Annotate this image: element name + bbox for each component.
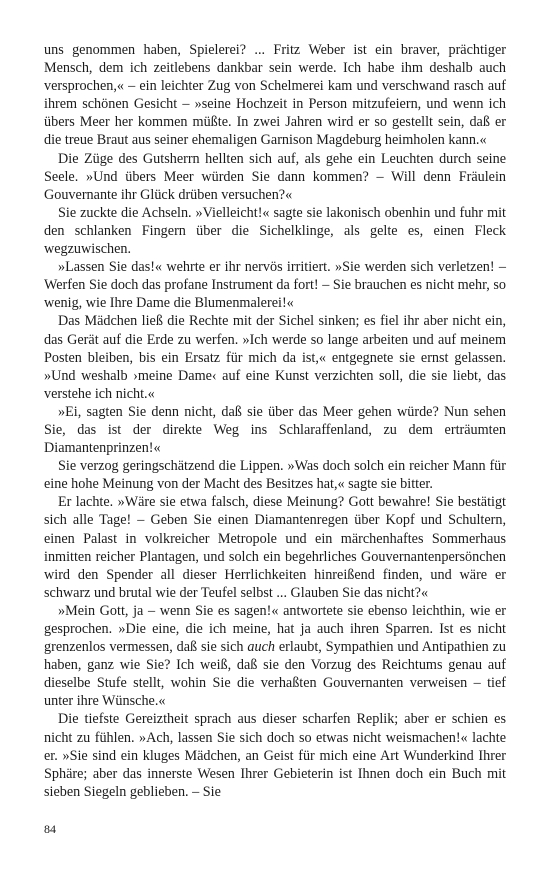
book-page-text (44, 41, 506, 801)
paragraph-10: Die tiefste Gereiztheit sprach aus dieser scharfen Replik; aber er schien es nicht zu fühlen. »Ach, lassen Sie sich doch so etwas nicht weismachen!« lachte er. »Sie sind ein kluges Mädchen, an Geist für mich eine Art Wunderkind Ihrer Sphäre; aber das innerste Wesen Ihrer Gebieterin ist Ihnen doch ein Buch mit sieben Siegeln geblieben. – Sie (44, 711, 506, 800)
paragraph-9-text-before: »Mein Gott, ja – wenn Sie es sagen!« antwortete sie ebenso leichthin, wie er gesprochen. »Die eine, die ich meine, hat ja auch ihren Sparren. Ist es nicht grenzenlos vermessen, daß sie sich (44, 602, 506, 656)
paragraph-7: Sie verzog geringschätzend die Lippen. »Was doch solch ein reicher Mann für eine hohe Meinung von der Macht des Besitzes hat,« sagte sie bitter. (44, 458, 506, 493)
paragraph-3: Sie zuckte die Achseln. »Vielleicht!« sagte sie lakonisch obenhin und fuhr mit den schlanken Fingern über die Sichelklinge, als gelte es, einen Fleck wegzuwischen. (44, 204, 506, 258)
paragraph-2: Die Züge des Gutsherrn hellten sich auf, als gehe ein Leuchten durch seine Seele. »Und übers Meer würden Sie dann kommen? – Will denn Fräulein Gouvernante ihr Glück drüben versuchen?« (44, 150, 506, 203)
paragraph-6: »Ei, sagten Sie denn nicht, daß sie über das Meer gehen würde? Nun sehen Sie, das ist der direkte Weg ins Schlaraffenland, zu dem erträumten Diamantenprinzen!« (44, 403, 506, 457)
paragraph-8: Er lachte. »Wäre sie etwa falsch, diese Meinung? Gott bewahre! Sie bestätigt sich alle Tage! – Geben Sie einen Diamantenregen über Kopf und Schultern, einen Palast in volkreicher Metropole und ein märchenhaftes Sommerhaus inmitten reicher Plantagen, und solch ein begehrliches Gouvernantenpersönchen wird den Spender all dieser Herrlichkeiten hinreißend finden, und wäre er schwarz und brutal wie der Teufel selbst ... Glauben Sie das nicht?« (44, 494, 506, 601)
paragraph-4: »Lassen Sie das!« wehrte er ihr nervös irritiert. »Sie werden sich verletzen! – Werfen Sie doch das profane Instrument da fort! – Sie brauchen es nicht mehr, so wenig, wie Ihre Dame die Blumenmalerei!« (44, 259, 506, 312)
paragraph-9-text-after: erlaubt, Sympathien und Antipathien zu haben, ganz wie Sie? Ich weiß, daß sie den Vorzug des Reichtums genau auf dieselbe Stufe stellt, wohin Sie die verhaßten Gouvernanten verweisen – tief unter ihre Wünsche.« (44, 639, 506, 710)
paragraph-5: Das Mädchen ließ die Rechte mit der Sichel sinken; es fiel ihr aber nicht ein, das Gerät auf die Erde zu werfen. »Ich werde so lange arbeiten und auf meinem Posten bleiben, bis ein Ersatz für mich da ist,« entgegnete sie ernst gelassen. »Und weshalb ›meine Dame‹ auf eine Kunst verzichten soll, die sie liebt, das verstehe ich nicht.« (44, 313, 506, 402)
paragraph-1: uns genommen haben, Spielerei? ... Fritz Weber ist ein braver, prächtiger Mensch, dem ich zeitlebens dankbar sein werde. Ich habe ihm deshalb auch versprochen,« – ein leichter Zug von Schelmerei kam und verschwand rasch auf ihrem schönen Gesicht – »seine Hochzeit in Person mitzufeiern, und wenn ich übers Meer her kommen müßte. In zwei Jahren wird er so gestellt sein, daß er die treue Braut aus seiner ehemaligen Garnison Magdeburg heimholen kann.« (44, 42, 506, 149)
page-number: 84 (44, 822, 56, 836)
paragraph-9 (44, 602, 506, 711)
paragraph-9-emphasis: auch (247, 639, 275, 656)
